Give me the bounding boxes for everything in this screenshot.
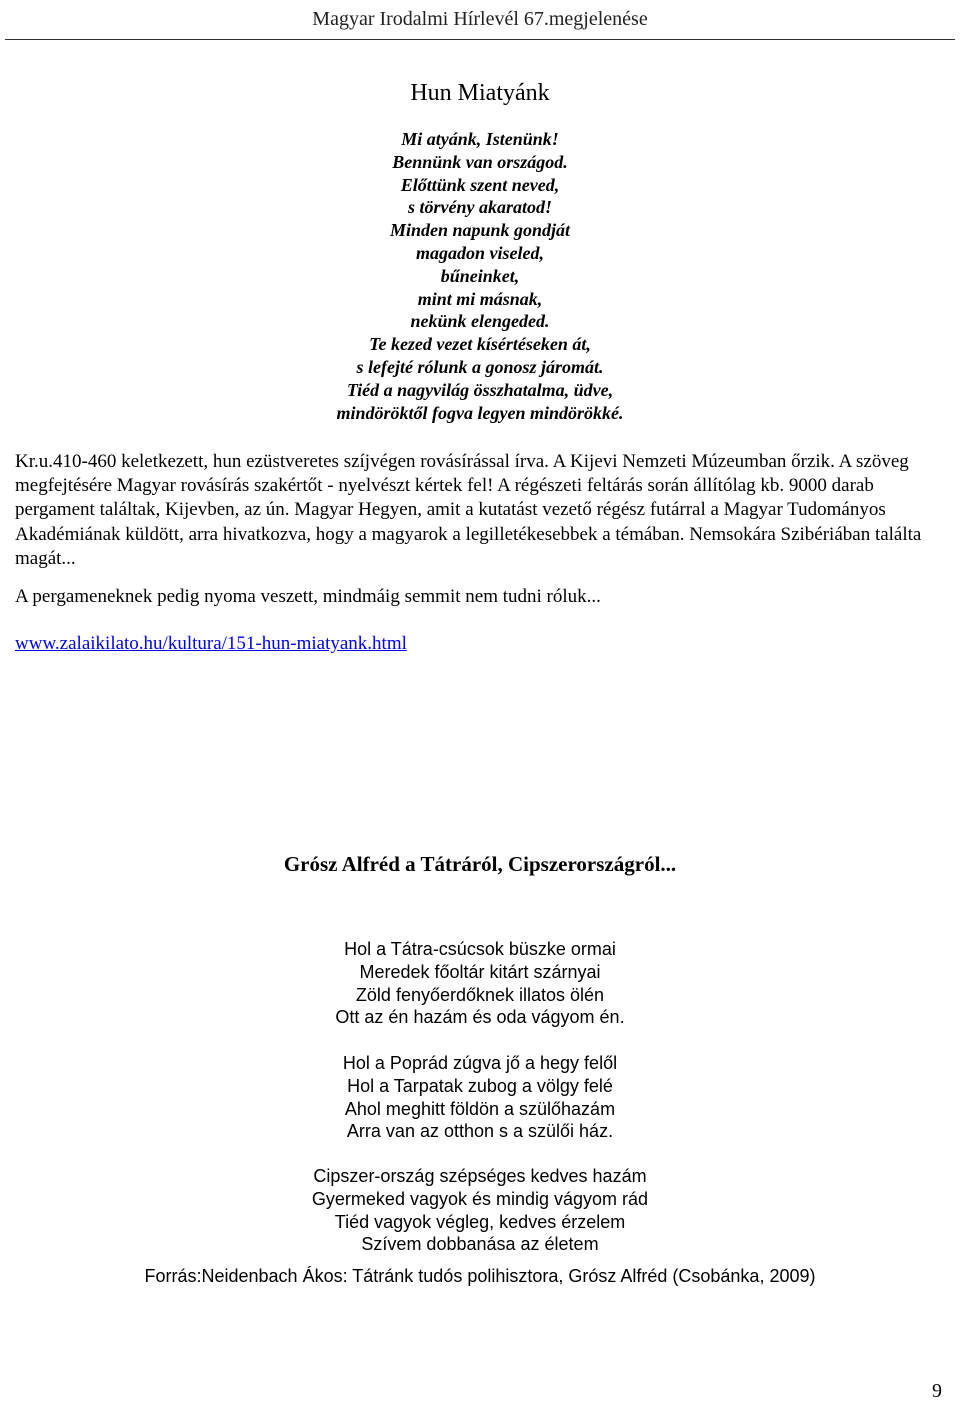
- poem-line: mindöröktől fogva legyen mindörökké.: [336, 402, 624, 423]
- stanza-line: Szívem dobbanása az életem: [361, 1234, 599, 1255]
- stanza-line: Tiéd vagyok végleg, kedves érzelem: [334, 1211, 626, 1232]
- stanza-line: Hol a Tarpatak zubog a völgy felé: [347, 1075, 613, 1096]
- poem-line: Előttünk szent neved,: [400, 174, 560, 195]
- poem-line: nekünk elengeded.: [410, 311, 550, 332]
- stanza-line: Zöld fenyőerdőknek illatos ölén: [355, 984, 605, 1005]
- poem-line: mint mi másnak,: [417, 288, 543, 309]
- poem-line: s törvény akaratod!: [408, 197, 552, 218]
- poem-title: Hun Miatyánk: [410, 80, 550, 106]
- stanza-line: Hol a Tátra-csúcsok büszke ormai: [344, 939, 616, 959]
- poem-line: Minden napunk gondját: [389, 220, 571, 241]
- stanza-line: Meredek főoltár kitárt szárnyai: [359, 961, 601, 982]
- poem-line: Mi atyánk, Istenünk!: [401, 129, 559, 149]
- page-number: 9: [932, 1380, 942, 1402]
- poem-line: Tiéd a nagyvilág összhatalma, üdve,: [346, 379, 614, 400]
- running-header: Magyar Irodalmi Hírlevél 67.megjelenése: [312, 8, 648, 30]
- stanza-2: [0, 1052, 960, 1143]
- stanza-3: [0, 1165, 960, 1256]
- source-link[interactable]: www.zalaikilato.hu/kultura/151-hun-miatyank.html: [15, 633, 407, 654]
- closing-sentence: A pergameneknek pedig nyoma veszett, mindmáig semmit nem tudni róluk...: [15, 586, 601, 607]
- stanza-line: Ott az én hazám és oda vágyom én.: [335, 1007, 625, 1028]
- stanza-line: Ahol meghitt földön a szülőhazám: [344, 1098, 616, 1119]
- poem-line: s lefejté rólunk a gonosz járomát.: [356, 356, 604, 377]
- poem-line: magadon viseled,: [416, 242, 544, 263]
- second-poem-title: Grósz Alfréd a Tátráról, Cipszerországról...: [283, 852, 677, 876]
- stanza-1: [0, 938, 960, 1029]
- stanza-line: Hol a Poprád zúgva jő a hegy felől: [342, 1053, 618, 1073]
- poem-line: bűneinket,: [440, 265, 520, 286]
- poem-body: [0, 128, 960, 424]
- prose-paragraph: Kr.u.410-460 keletkezett, hun ezüstveretes szíjvégen rovásírással írva. A Kijevi Nemzeti Múzeumban őrzik. A szöveg megfejtésére Magyar rovásírás szakértőt - nyelvészt kértek fel! A régészeti feltárás során állítólag kb. 9000 darab pergament találtak, Kijevben, az ún. Magyar Hegyen, amit a kutatást vezető régész futárral a Magyar Tudományos Akadémiának küldött, arra hivatkozva, hogy a magyarok a legilletékesebbek a témában. Nemsokára Szibériában találta magát...: [15, 451, 922, 569]
- header-divider: [5, 39, 955, 40]
- poem-line: Bennünk van országod.: [392, 151, 568, 172]
- stanza-line: Cipszer-ország szépséges kedves hazám: [313, 1166, 647, 1186]
- source-citation: Forrás:Neidenbach Ákos: Tátránk tudós polihisztora, Grósz Alfréd (Csobánka, 2009): [144, 1266, 816, 1286]
- stanza-line: Arra van az otthon s a szülői ház.: [346, 1121, 614, 1142]
- poem-line: Te kezed vezet kísértéseken át,: [369, 334, 591, 355]
- stanza-line: Gyermeked vagyok és mindig vágyom rád: [311, 1188, 649, 1209]
